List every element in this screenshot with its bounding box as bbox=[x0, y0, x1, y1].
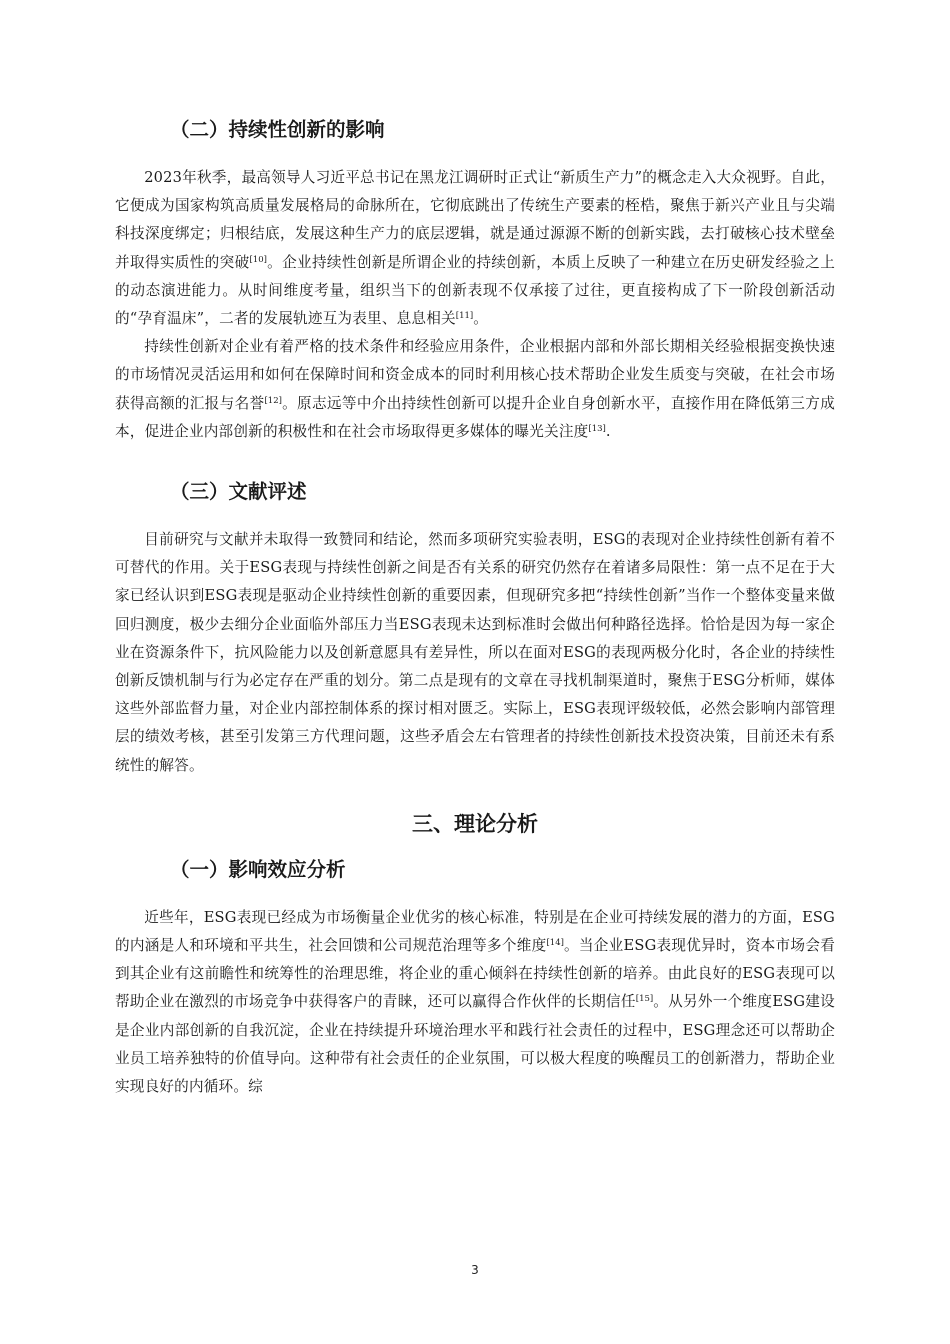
citation[interactable]: [13] bbox=[588, 423, 606, 434]
paragraph: 2023年秋季，最高领导人习近平总书记在黑龙江调研时正式让“新质生产力”的概念走入大众视野。自此，它便成为国家构筑高质量发展格局的命脉所在，它彻底跳出了传统生产要素的桎梏，聚焦于新兴产业且与尖端科技深度绑定；归根结底，发展这种生产力的底层逻辑，就是通过源源不断的创新实践，去打破核心技术壁垒并取得实质性的突破[10]。企业持续性创新是所谓企业的持续创新，本质上反映了一种建立在历史研发经验之上的动态演进能力。从时间维度考量，组织当下的创新表现不仅承接了过往，更直接构成了下一阶段创新活动的“孕育温床”，二者的发展轨迹互为表里、息息相关[11]。 bbox=[115, 169, 835, 328]
citation[interactable]: [11] bbox=[455, 311, 474, 322]
citation[interactable]: [10] bbox=[249, 254, 267, 265]
section-heading-sustained-innovation: （二）持续性创新的影响 bbox=[170, 118, 385, 141]
citation[interactable]: [14] bbox=[546, 938, 564, 949]
paragraph: 持续性创新对企业有着严格的技术条件和经验应用条件，企业根据内部和外部长期相关经验根据变换快速的市场情况灵活运用和如何在保障时间和资金成本的同时利用核心技术帮助企业发生质变与突破，在社会市场获得高额的汇报与名誉[12]。原志远等中介出持续性创新可以提升企业自身创新水平，直接作用在降低第三方成本，促进企业内部创新的积极性和在社会市场取得更多媒体的曝光关注度[13]. bbox=[115, 338, 835, 440]
section-heading-effect-analysis: （一）影响效应分析 bbox=[170, 857, 346, 881]
paragraph: 近些年，ESG表现已经成为市场衡量企业优劣的核心标准，特别是在企业可持续发展的潜力的方面，ESG的内涵是人和环境和平共生，社会回馈和公司规范治理等多个维度[14]。当企业ESG表现优异时，资本市场会看到其企业有这前瞻性和统筹性的治理思维，将企业的重心倾斜在持续性创新的培养。由此良好的ESG表现可以帮助企业在激烈的市场竞争中获得客户的青睐，还可以赢得合作伙伴的长期信任[15]。从另外一个维度ESG建设是企业内部创新的自我沉淀，企业在持续提升环境治理水平和践行社会责任的过程中，ESG理念还可以帮助企业员工培养独特的价值导向。这种带有社会责任的企业氛围，可以极大程度的唤醒员工的创新潜力，帮助企业实现良好的内循环。综 bbox=[115, 908, 835, 1096]
paragraph: 目前研究与文献并未取得一致赞同和结论，然而多项研究实验表明，ESG的表现对企业持续性创新有着不可替代的作用。关于ESG表现与持续性创新之间是否有关系的研究仍然存在着诸多局限性：第一点不足在于大家已经认识到ESG表现是驱动企业持续性创新的重要因素，但现研究多把“持续性创新”当作一个整体变量来做回归测度，极少去细分企业面临外部压力当ESG表现未达到标准时会做出何种路径选择。恰恰是因为每一家企业在资源条件下，抗风险能力以及创新意愿具有差异性，所以在面对ESG的表现两极分化时，各企业的持续性创新反馈机制与行为必定存在严重的划分。第二点是现有的文章在寻找机制渠道时，聚焦于ESG分析师，媒体这些外部监督力量，对企业内部控制体系的探讨相对匮乏。实际上，ESG表现评级较低，必然会影响内部管理层的绩效考核，甚至引发第三方代理问题，这些矛盾会左右管理者的持续性创新技术投资决策，目前还未有系统性的解答。 bbox=[115, 531, 835, 774]
page-number: 3 bbox=[471, 1263, 479, 1277]
citation[interactable]: [15] bbox=[635, 994, 654, 1005]
citation[interactable]: [12] bbox=[264, 395, 282, 406]
chapter-heading: 三、理论分析 bbox=[412, 811, 538, 836]
section-heading-literature-review: （三）文献评述 bbox=[170, 480, 307, 504]
